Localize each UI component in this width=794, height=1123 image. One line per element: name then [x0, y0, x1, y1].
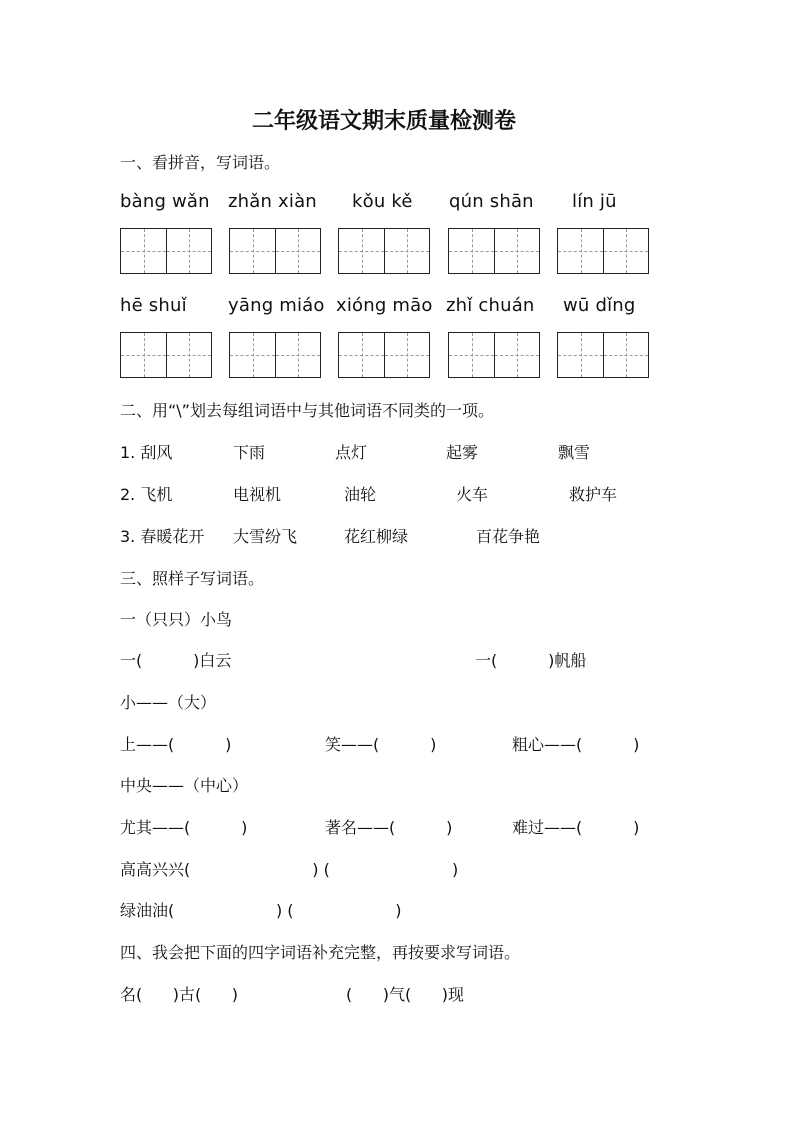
pinyin-7: yāng miáo [228, 295, 325, 316]
group-3-item-4[interactable]: 百花争艳 [476, 527, 541, 546]
example-quantifier: 一（只只）小鸟 [120, 610, 233, 629]
writing-grid-8[interactable] [338, 332, 430, 378]
antonym-blank-2[interactable]: 笑——( ) [325, 735, 437, 754]
group-1-item-4[interactable]: 起雾 [446, 443, 479, 462]
pinyin-4: qún shān [449, 191, 534, 212]
example-synonym: 中央——（中心） [120, 776, 249, 795]
idiom-blank-2[interactable]: ( )气( )现 [346, 985, 465, 1004]
pinyin-9: zhǐ chuán [446, 295, 535, 316]
pinyin-5: lín jū [572, 191, 617, 212]
writing-grid-2[interactable] [229, 228, 321, 274]
section-3-heading: 三、照样子写词语。 [120, 569, 265, 588]
antonym-blank-1[interactable]: 上——( ) [120, 735, 232, 754]
writing-grid-6[interactable] [120, 332, 212, 378]
group-3-item-1[interactable]: 3. 春暖花开 [120, 527, 205, 546]
writing-grid-4[interactable] [448, 228, 540, 274]
page-title: 二年级语文期末质量检测卷 [252, 108, 517, 134]
pinyin-6: hē shuǐ [120, 295, 187, 316]
pinyin-3: kǒu kě [352, 191, 413, 212]
pinyin-10: wū dǐng [563, 295, 636, 316]
example-antonym: 小——（大） [120, 693, 217, 712]
synonym-blank-3[interactable]: 难过——( ) [512, 818, 640, 837]
group-1-item-2[interactable]: 下雨 [233, 443, 266, 462]
quantifier-blank-1[interactable]: 一( )白云 [120, 651, 232, 670]
abb-words-blank[interactable]: 绿油油( ) ( ) [120, 901, 402, 920]
pinyin-1: bàng wǎn [120, 191, 210, 212]
writing-grid-3[interactable] [338, 228, 430, 274]
group-3-item-2[interactable]: 大雪纷飞 [233, 527, 298, 546]
group-1-item-5[interactable]: 飘雪 [558, 443, 591, 462]
synonym-blank-1[interactable]: 尤其——( ) [120, 818, 248, 837]
writing-grid-9[interactable] [448, 332, 540, 378]
group-1-item-3[interactable]: 点灯 [335, 443, 368, 462]
synonym-blank-2[interactable]: 著名——( ) [325, 818, 453, 837]
writing-grid-7[interactable] [229, 332, 321, 378]
antonym-blank-3[interactable]: 粗心——( ) [512, 735, 640, 754]
section-1-heading: 一、看拼音，写词语。 [120, 153, 281, 172]
writing-grid-1[interactable] [120, 228, 212, 274]
quantifier-blank-2[interactable]: 一( )帆船 [475, 651, 587, 670]
section-2-heading: 二、用“\”划去每组词语中与其他词语不同类的一项。 [120, 401, 494, 420]
writing-grid-10[interactable] [557, 332, 649, 378]
group-2-item-4[interactable]: 火车 [456, 485, 489, 504]
section-4-heading: 四、我会把下面的四字词语补充完整，再按要求写词语。 [120, 943, 521, 962]
writing-grid-5[interactable] [557, 228, 649, 274]
pinyin-8: xióng māo [336, 295, 433, 316]
group-1-item-1[interactable]: 1. 刮风 [120, 443, 173, 462]
group-2-item-5[interactable]: 救护车 [569, 485, 618, 504]
idiom-blank-1[interactable]: 名( )古( ) [120, 985, 239, 1004]
aabb-words-blank[interactable]: 高高兴兴( ) ( ) [120, 860, 459, 879]
group-3-item-3[interactable]: 花红柳绿 [344, 527, 409, 546]
group-2-item-2[interactable]: 电视机 [233, 485, 282, 504]
pinyin-2: zhǎn xiàn [228, 191, 317, 212]
group-2-item-3[interactable]: 油轮 [344, 485, 377, 504]
group-2-item-1[interactable]: 2. 飞机 [120, 485, 173, 504]
